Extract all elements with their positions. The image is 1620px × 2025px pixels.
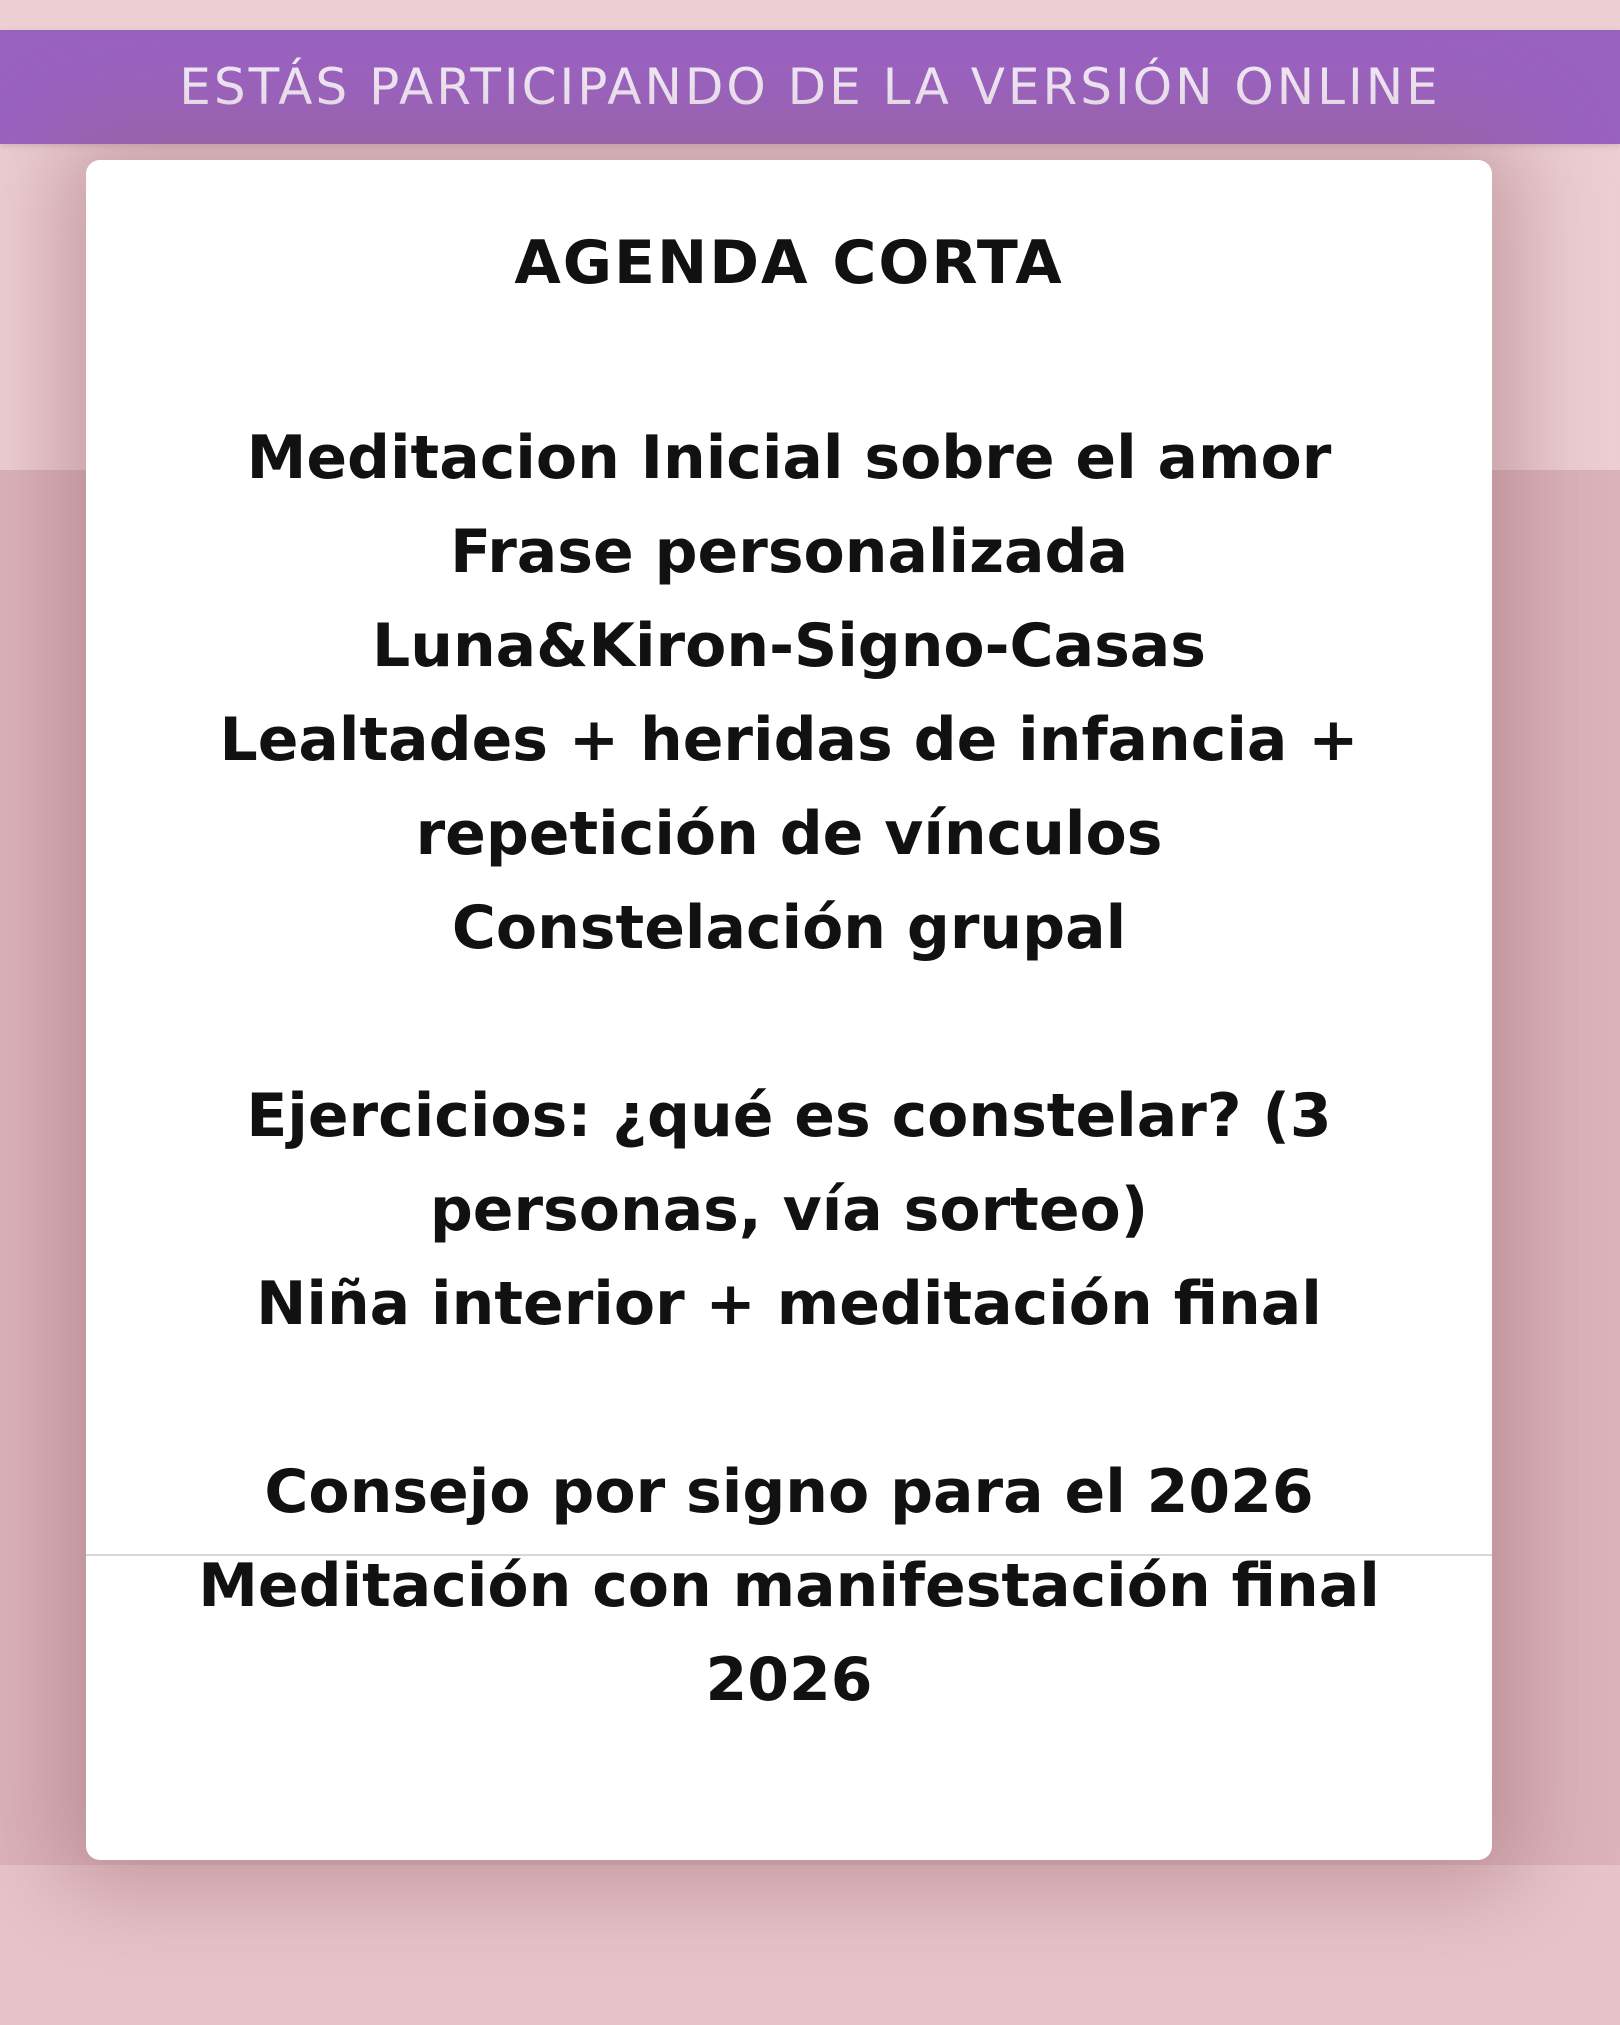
agenda-item: Meditación con manifestación final — [198, 1551, 1380, 1621]
background-bottom — [0, 1865, 1620, 2025]
agenda-item: Meditacion Inicial sobre el amor — [246, 423, 1332, 493]
agenda-content — [86, 225, 1492, 1727]
agenda-item: Niña interior + meditación final — [256, 1269, 1322, 1339]
agenda-item: Constelación grupal — [451, 893, 1127, 963]
agenda-title: AGENDA CORTA — [514, 228, 1064, 298]
spacer — [86, 975, 1492, 1069]
banner-text: ESTÁS PARTICIPANDO DE LA VERSIÓN ONLINE — [179, 58, 1441, 116]
online-version-banner — [0, 30, 1620, 144]
agenda-item: 2026 — [705, 1645, 873, 1715]
spacer — [86, 1351, 1492, 1445]
agenda-item: Frase personalizada — [450, 517, 1128, 587]
agenda-item: Luna&Kiron-Signo-Casas — [372, 611, 1206, 681]
agenda-item: repetición de vínculos — [415, 799, 1163, 869]
agenda-item: Lealtades + heridas de infancia + — [219, 705, 1359, 775]
agenda-item: Ejercicios: ¿qué es constelar? (3 — [246, 1081, 1332, 1151]
agenda-item: Consejo por signo para el 2026 — [264, 1457, 1314, 1527]
spacer — [86, 301, 1492, 411]
agenda-item: personas, vía sorteo) — [429, 1175, 1149, 1245]
